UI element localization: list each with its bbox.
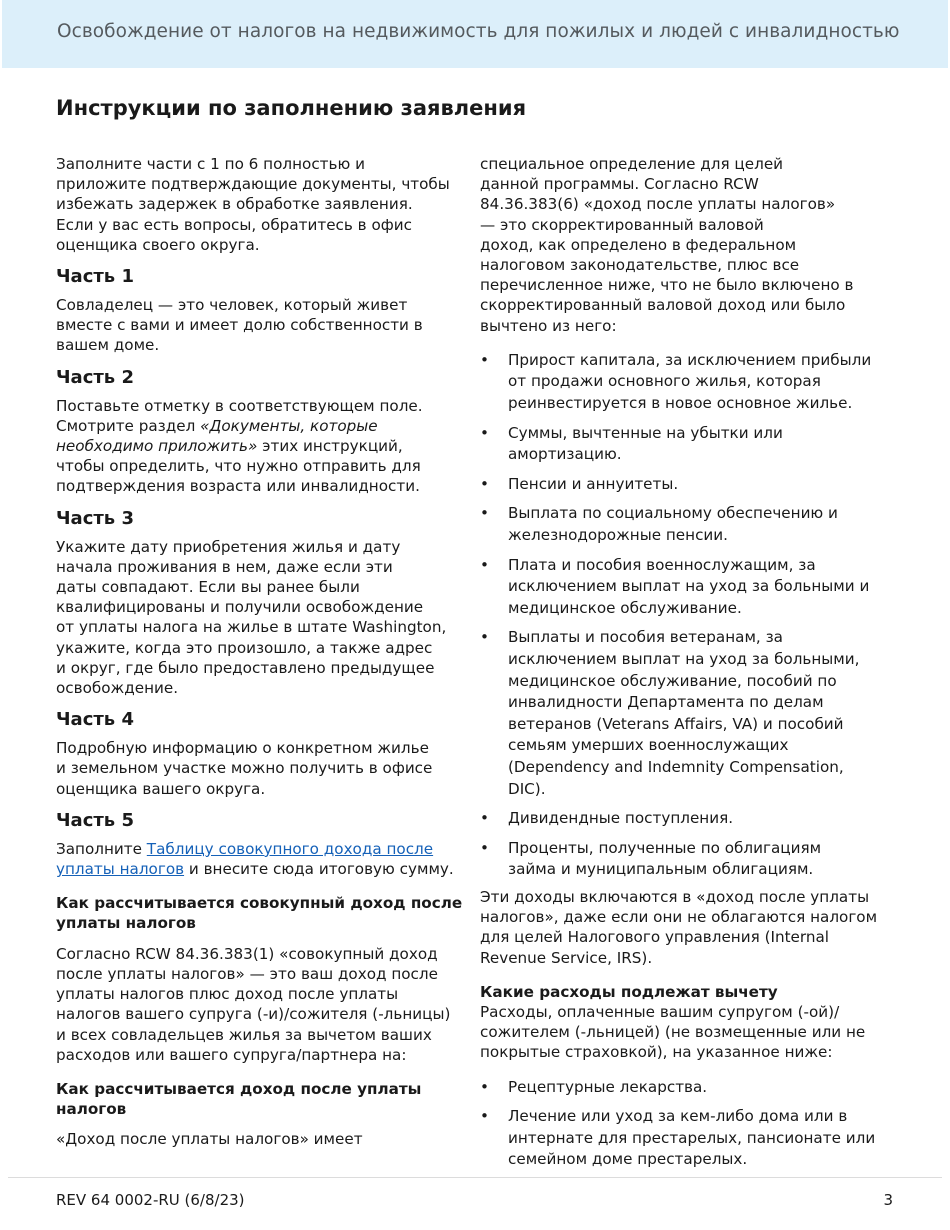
income-worksheet-link[interactable]: уплаты налогов <box>56 860 185 879</box>
intro-line: избежать задержек в обработке заявления. <box>56 195 413 214</box>
list-item-line: • Рецептурные лекарства. <box>508 1077 708 1096</box>
list-item <box>480 808 892 830</box>
list-item-line: исключением выплат на уход за больными и <box>508 577 870 596</box>
part1-heading: Часть 1 <box>56 266 134 288</box>
combined-income-heading-line: уплаты налогов <box>56 914 196 933</box>
part1-line: вместе с вами и имеет долю собственности в <box>56 316 423 335</box>
intro-line: приложите подтверждающие документы, чтобы <box>56 175 450 194</box>
list-item-line: исключением выплат на уход за больными, <box>508 649 860 668</box>
combined-income-line: после уплаты налогов» — это ваш доход после <box>56 964 438 983</box>
footer-divider <box>8 1177 942 1178</box>
definition-line: вычтено из него: <box>480 316 617 335</box>
documents-section-reference: «Документы, которые <box>200 416 378 435</box>
irs-note-line: Эти доходы включаются в «доход после уплаты <box>480 887 870 906</box>
disposable-income-heading-line: Как рассчитывается доход после уплаты <box>56 1079 422 1098</box>
list-item-line: (Dependency and Indemnity Compensation, <box>508 757 844 776</box>
combined-income-line: и всех совладельцев жилья за вычетом ваших <box>56 1025 432 1044</box>
list-item-line: • Лечение или уход за кем-либо дома или в <box>508 1107 848 1126</box>
definition-line: доход, как определено в федеральном <box>480 235 797 254</box>
part5-heading: Часть 5 <box>56 809 134 831</box>
banner-text: Освобождение от налогов на недвижимость для пожилых и людей с инвалидностью <box>57 21 900 42</box>
income-items-list <box>480 350 892 881</box>
list-item-line: семейном доме престарелых. <box>508 1150 748 1169</box>
part3-line: начала проживания в нем, даже если эти <box>56 557 393 576</box>
intro-paragraph <box>56 154 468 255</box>
part1-line: вашем доме. <box>56 336 160 355</box>
header-banner <box>2 0 948 68</box>
part2-paragraph <box>56 396 468 497</box>
list-item-line: ветеранов (Veterans Affairs, VA) и пособий <box>508 714 844 733</box>
list-item <box>480 555 892 620</box>
part4-line: и земельном участке можно получить в офисе <box>56 759 433 778</box>
part3-line: квалифицированы и получили освобождение <box>56 598 424 617</box>
irs-note-paragraph <box>480 887 892 968</box>
combined-income-line: уплаты налогов плюс доход после уплаты <box>56 985 399 1004</box>
part2-text: этих инструкций, <box>257 437 403 456</box>
list-item-line: • Проценты, полученные по облигациям <box>508 838 822 857</box>
list-item-line: • Пенсии и аннуитеты. <box>508 474 679 493</box>
combined-income-heading-line: Как рассчитывается совокупный доход после <box>56 894 463 913</box>
part3-line: даты совпадают. Если вы ранее были <box>56 578 360 597</box>
combined-income-line: налогов вашего супруга (-и)/сожителя (-льницы) <box>56 1005 451 1024</box>
part3-heading: Часть 3 <box>56 507 134 529</box>
list-item-line: реинвестируется в новое основное жилье. <box>508 394 853 413</box>
definition-line: 84.36.383(6) «доход после уплаты налогов» <box>480 195 836 214</box>
list-item-line: медицинское обслуживание, пособий по <box>508 671 837 690</box>
part3-line: освобождение. <box>56 679 179 698</box>
definition-line: — это скорректированный валовой <box>480 215 764 234</box>
definition-line: перечисленное ниже, что не было включено в <box>480 276 854 295</box>
list-item <box>480 838 892 881</box>
combined-income-heading <box>56 893 468 933</box>
page-title: Инструкции по заполнению заявления <box>56 96 527 120</box>
list-item <box>480 503 892 546</box>
part2-line: Поставьте отметку в соответствующем поле. <box>56 396 423 415</box>
list-item-line: от продажи основного жилья, которая <box>508 372 821 391</box>
part5-line <box>56 839 468 859</box>
list-item-line: семьям умерших военнослужащих <box>508 736 789 755</box>
deductions-line: сожителем (-льницей) (не возмещенные или не <box>480 1023 866 1042</box>
list-item-line: медицинское обслуживание. <box>508 598 742 617</box>
part5-text: и внесите сюда итоговую сумму. <box>184 860 454 879</box>
disposable-income-heading-line: налогов <box>56 1100 127 1119</box>
deductions-line: покрытые страховкой), на указанное ниже: <box>480 1043 833 1062</box>
form-code: REV 64 0002-RU (6/8/23) <box>56 1191 245 1209</box>
part2-line <box>56 416 468 436</box>
list-item <box>480 423 892 466</box>
part3-line: Укажите дату приобретения жилья и дату <box>56 537 401 556</box>
intro-line: оценщика своего округа. <box>56 235 260 254</box>
part5-paragraph <box>56 839 468 879</box>
list-item-line: • Выплаты и пособия ветеранам, за <box>508 628 783 647</box>
part5-text: Заполните <box>56 839 147 858</box>
disposable-income-line: «Доход после уплаты налогов» имеет <box>56 1130 363 1149</box>
list-item-line: • Дивидендные поступления. <box>508 809 734 828</box>
deductions-heading: Какие расходы подлежат вычету <box>480 982 778 1001</box>
income-worksheet-link[interactable]: Таблицу совокупного дохода после <box>146 839 434 858</box>
list-item <box>480 627 892 800</box>
part1-line: Совладелец — это человек, который живет <box>56 296 408 315</box>
part3-paragraph <box>56 537 468 699</box>
definition-paragraph <box>480 154 892 336</box>
list-item <box>480 1077 892 1099</box>
list-item-line: • Прирост капитала, за исключением прибыли <box>508 350 872 369</box>
right-column <box>480 154 892 1179</box>
combined-income-line: расходов или вашего супруга/партнера на: <box>56 1045 407 1064</box>
page-number: 3 <box>883 1191 893 1209</box>
part3-line: от уплаты налога на жилье в штате Washington, <box>56 618 447 637</box>
list-item-line: • Плата и пособия военнослужащим, за <box>508 555 816 574</box>
definition-line: скорректированный валовой доход или было <box>480 296 846 315</box>
list-item <box>480 474 892 496</box>
list-item-line: амортизацию. <box>508 445 622 464</box>
definition-line: специальное определение для целей <box>480 155 784 173</box>
part2-text: Смотрите раздел <box>56 416 201 435</box>
expense-items-list <box>480 1077 892 1171</box>
disposable-income-paragraph <box>56 1129 468 1149</box>
part2-line: чтобы определить, что нужно отправить для <box>56 457 421 476</box>
irs-note-line: для целей Налогового управления (Internal <box>480 928 830 947</box>
part5-line <box>56 859 468 879</box>
list-item-line: интернате для престарелых, пансионате или <box>508 1128 876 1147</box>
combined-income-paragraph <box>56 944 468 1065</box>
definition-line: данной программы. Согласно RCW <box>480 175 759 194</box>
part4-line: оценщика вашего округа. <box>56 779 266 798</box>
part2-line: подтверждения возраста или инвалидности. <box>56 477 420 496</box>
part4-paragraph <box>56 738 468 799</box>
deductions-line: Расходы, оплаченные вашим супругом (-ой)/ <box>480 1002 840 1021</box>
part3-line: укажите, когда это произошло, а также адрес <box>56 638 433 657</box>
irs-note-line: налогов», даже если они не облагаются налогом <box>480 908 878 927</box>
part2-heading: Часть 2 <box>56 366 134 388</box>
list-item <box>480 350 892 415</box>
list-item-line: • Выплата по социальному обеспечению и <box>508 504 838 523</box>
intro-line: Если у вас есть вопросы, обратитесь в офис <box>56 215 412 234</box>
combined-income-line: Согласно RCW 84.36.383(1) «совокупный доход <box>56 944 438 963</box>
part3-line: и округ, где было предоставлено предыдущее <box>56 658 435 677</box>
irs-note-line: Revenue Service, IRS). <box>480 948 653 967</box>
disposable-income-heading <box>56 1079 468 1119</box>
part2-line <box>56 436 468 456</box>
list-item-line: • Суммы, вычтенные на убытки или <box>508 423 783 442</box>
intro-line: Заполните части с 1 по 6 полностью и <box>56 155 365 173</box>
part1-paragraph <box>56 295 468 356</box>
list-item <box>480 1106 892 1171</box>
part4-heading: Часть 4 <box>56 709 134 731</box>
documents-section-reference: необходимо приложить» <box>56 437 258 456</box>
left-column <box>56 154 468 1160</box>
definition-line: налоговом законодательстве, плюс все <box>480 256 800 275</box>
deductions-paragraph <box>480 982 892 1063</box>
list-item-line: инвалидности Департамента по делам <box>508 693 824 712</box>
list-item-line: железнодорожные пенсии. <box>508 525 728 544</box>
list-item-line: DIC). <box>508 779 546 798</box>
part4-line: Подробную информацию о конкретном жилье <box>56 739 429 758</box>
list-item-line: займа и муниципальным облигациям. <box>508 860 814 879</box>
